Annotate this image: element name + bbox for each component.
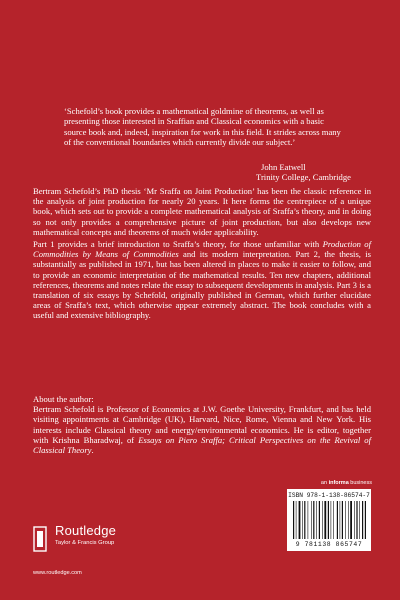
quote-affiliation: Trinity College, Cambridge bbox=[256, 172, 351, 183]
barcode-bar bbox=[362, 501, 363, 539]
publisher-url[interactable]: www.routledge.com bbox=[33, 570, 82, 576]
barcode-bar bbox=[365, 501, 366, 539]
barcode-bar bbox=[324, 501, 326, 539]
barcode-bar bbox=[293, 501, 294, 539]
barcode-digits: 9 781138 865747 bbox=[295, 541, 363, 548]
barcode-bar bbox=[328, 501, 329, 539]
informa-business-label: an informa business bbox=[320, 480, 372, 486]
publisher-name: Routledge bbox=[55, 523, 117, 538]
barcode-bar bbox=[342, 501, 343, 539]
barcode-panel bbox=[287, 489, 371, 551]
barcode-bar bbox=[348, 501, 349, 539]
barcode-bar bbox=[345, 501, 346, 539]
book-description bbox=[33, 186, 371, 323]
barcode-bar bbox=[354, 501, 355, 539]
barcode-bar bbox=[299, 501, 301, 539]
barcode-bar bbox=[316, 501, 317, 539]
barcode-bar bbox=[359, 501, 360, 539]
quote-author: John Eatwell bbox=[261, 162, 306, 172]
quote-attribution bbox=[256, 162, 371, 183]
barcode-bar bbox=[331, 501, 332, 539]
barcode-bar bbox=[296, 501, 297, 539]
barcode-bar bbox=[350, 501, 352, 539]
description-paragraph-2: Part 1 provides a brief introduction to Sraffa’s theory, for those unfamiliar with Production of Commodities by Means of Commodities and its modern interpretation. Part 2, the thesis, is substantially as published in 1971, but has been altered in places to make it easier to follow, and to provide an economic interpretation of the mathematical results. Ten new chapters, additional references, theorems and notes relate the essay to subsequent developments in analysis. Part 3 is a translation of six essays by Schefold, originally published in German, which further elucidate areas of Sraffa’s text, which otherwise appear extremely abstract. The book concludes with a useful and extensive bibliography. bbox=[33, 239, 371, 321]
barcode-bar bbox=[322, 501, 323, 539]
barcode-bar bbox=[333, 501, 334, 539]
quote-text: ‘Schefold’s book provides a mathematical goldmine of theorems, as well as presenting those interested in Sraffian and Classical economics with a basic source book and, indeed, inspiration for work in this field. It strides across many of the conventional boundaries which currently divide our subject.’ bbox=[64, 106, 341, 147]
barcode-bar bbox=[319, 501, 320, 539]
about-author bbox=[33, 394, 371, 455]
barcode-bar bbox=[356, 501, 357, 539]
barcode-bar bbox=[340, 501, 341, 539]
endorsement-quote bbox=[64, 106, 346, 147]
about-author-text: Bertram Schefold is Professor of Economics at J.W. Goethe University, Frankfurt, and has held visiting appointments at Cambridge (UK), Harvard, Nice, Rome, Vienna and New York. His interests include Classical theory and energy/environmental economics. He is editor, together with Krishna Bharadwaj, of Essays on Piero Sraffa; Critical Perspectives on the Revival of Classical Theory. bbox=[33, 404, 371, 456]
publisher-group: Taylor & Francis Group bbox=[55, 540, 115, 546]
barcode-bar bbox=[337, 501, 338, 539]
barcode-icon bbox=[292, 501, 366, 539]
barcode-bar bbox=[302, 501, 303, 539]
description-paragraph-1: Bertram Schefold’s PhD thesis ‘Mr Sraffa on Joint Production’ has been the classic reference in the analysis of joint production for nearly 20 years. It here forms the centrepiece of a unique book, which sets out to provide a complete mathematical analysis of Sraffa’s theory, and in doing so not only provides a comprehensive picture of joint production, but also develops new mathematical concepts and theorems of much wider applicability. bbox=[33, 186, 371, 237]
barcode-bar bbox=[311, 501, 312, 539]
edited-title: Essays on Piero Sraffa; Critical Perspectives on the Revival of Classical Theory bbox=[33, 434, 371, 456]
isbn-label: ISBN 978-1-138-86574-7 bbox=[288, 492, 370, 499]
barcode-bar bbox=[304, 501, 305, 539]
about-author-heading: About the author: bbox=[33, 394, 94, 404]
barcode-bar bbox=[308, 501, 309, 539]
barcode-bar bbox=[313, 501, 314, 539]
cited-title: Production of Commodities by Means of Commodities bbox=[33, 239, 371, 260]
routledge-logo-icon bbox=[33, 526, 47, 552]
